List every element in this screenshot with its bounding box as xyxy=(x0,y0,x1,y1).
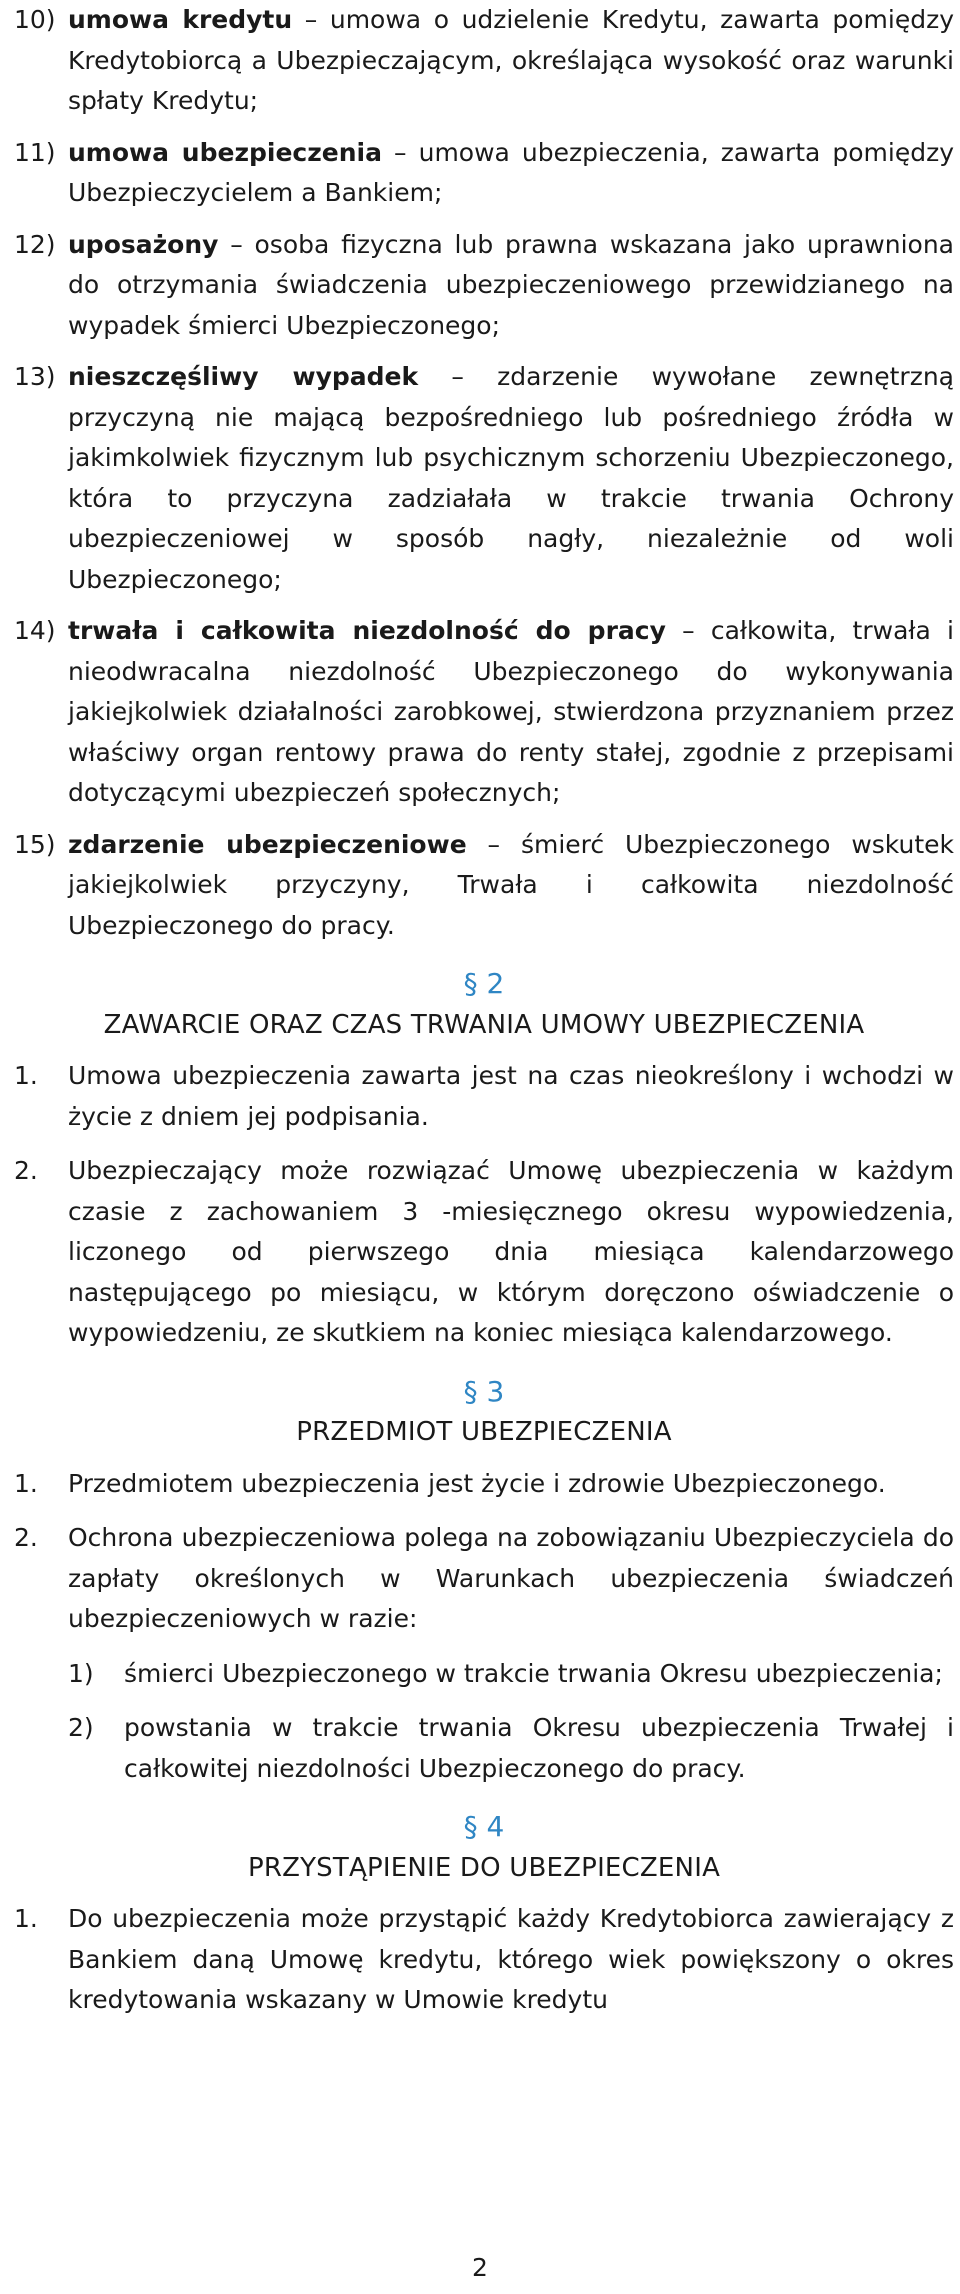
list-item-number: 1) xyxy=(68,1658,94,1688)
definition-text xyxy=(68,825,954,947)
paragraph-text: Ubezpieczający może rozwiązać Umowę ubezpieczenia w każdym czasie z zachowaniem 3 -miesięcznego okresu wypowiedzenia, liczonego od pierwszego dnia miesiąca kalendarzowego następującego po miesiącu, w którym doręczono oświadczenie o wypowiedzeniu, ze skutkiem na koniec miesiąca kalendarzowego. xyxy=(68,1156,954,1347)
definition-text xyxy=(68,225,954,347)
definition-number: 15) xyxy=(14,829,56,859)
definition-term: nieszczęśliwy wypadek xyxy=(68,362,419,391)
paragraph-number: 2. xyxy=(14,1523,38,1552)
definition-text xyxy=(68,133,954,214)
paragraph-item xyxy=(14,1518,954,1640)
paragraph-number: 1. xyxy=(14,1468,38,1498)
definition-term: trwała i całkowita niezdolność do pracy xyxy=(68,616,666,645)
definition-body: – umowa ubezpieczenia, zawarta pomiędzy Ubezpieczycielem a Bankiem; xyxy=(68,137,954,207)
list-item-number: 2) xyxy=(68,1713,94,1742)
section-sign: § 4 xyxy=(463,1810,505,1843)
definition-body: – osoba fizyczna lub prawna wskazana jako uprawniona do otrzymania świadczenia ubezpieczeniowego przewidzianego na wypadek śmierci Ubezpieczonego; xyxy=(68,229,954,340)
section-title: PRZEDMIOT UBEZPIECZENIA xyxy=(296,1417,672,1447)
paragraph-item xyxy=(14,1464,954,1505)
paragraph-number: 1. xyxy=(14,1061,38,1090)
definition-item xyxy=(14,357,954,600)
paragraph-item xyxy=(14,1899,954,2021)
section-title: ZAWARCIE ORAZ CZAS TRWANIA UMOWY UBEZPIECZENIA xyxy=(103,1009,865,1040)
list-item xyxy=(68,1708,954,1789)
paragraph-text: Do ubezpieczenia może przystąpić każdy Kredytobiorca zawierający z Bankiem daną Umowę kredytu, którego wiek powiększony o okres kredytowania wskazany w Umowie kredytu xyxy=(68,1904,954,2014)
definition-item xyxy=(14,611,954,814)
definition-term: umowa ubezpieczenia xyxy=(68,137,382,167)
section-title: PRZYSTĄPIENIE DO UBEZPIECZENIA xyxy=(247,1852,721,1883)
paragraph-text: Umowa ubezpieczenia zawarta jest na czas nieokreślony i wchodzi w życie z dniem jej podpisania. xyxy=(68,1061,954,1131)
paragraph-number: 1. xyxy=(14,1904,38,1933)
paragraph-item xyxy=(14,1056,954,1137)
section-sign: § 3 xyxy=(463,1374,505,1408)
page-number: 2 xyxy=(472,2253,488,2282)
paragraph-item xyxy=(14,1151,954,1354)
definition-body: – zdarzenie wywołane zewnętrzną przyczyną nie mającą bezpośredniego lub pośredniego źródła w jakimkolwiek fizycznym lub psychicznym schorzeniu Ubezpieczonego, która to przyczyna zadziałała w trakcie trwania Ochrony ubezpieczeniowej w sposób nagły, niezależnie od woli Ubezpieczonego; xyxy=(68,362,954,594)
definition-text xyxy=(68,611,954,814)
definition-text xyxy=(68,357,954,600)
definition-term: umowa kredytu xyxy=(68,5,293,34)
paragraph-text: Przedmiotem ubezpieczenia jest życie i zdrowie Ubezpieczonego. xyxy=(68,1468,886,1498)
section-sign: § 2 xyxy=(463,967,505,1000)
list-item xyxy=(68,1654,954,1695)
definition-item xyxy=(14,225,954,347)
definition-number: 12) xyxy=(14,229,56,259)
definition-number: 11) xyxy=(14,137,56,167)
definition-body: – umowa o udzielenie Kredytu, zawarta pomiędzy Kredytobiorcą a Ubezpieczającym, określająca wysokość oraz warunki spłaty Kredytu; xyxy=(68,5,954,115)
definition-number: 14) xyxy=(14,616,56,645)
paragraph-number: 2. xyxy=(14,1156,38,1185)
definition-body: – całkowita, trwała i nieodwracalna niezdolność Ubezpieczonego do wykonywania jakiejkolwiek działalności zarobkowej, stwierdzona przyznaniem przez właściwy organ rentowy prawa do renty stałej, zgodnie z przepisami dotyczącymi ubezpieczeń społecznych; xyxy=(68,616,954,807)
list-item-text: powstania w trakcie trwania Okresu ubezpieczenia Trwałej i całkowitej niezdolności Ubezpieczonego do pracy. xyxy=(124,1713,954,1783)
definition-item xyxy=(14,825,954,947)
list-item-text: śmierci Ubezpieczonego w trakcie trwania Okresu ubezpieczenia; xyxy=(124,1658,943,1688)
definition-body: – śmierć Ubezpieczonego wskutek jakiejkolwiek przyczyny, Trwała i całkowita niezdolność Ubezpieczonego do pracy. xyxy=(68,829,955,940)
paragraph-text: Ochrona ubezpieczeniowa polega na zobowiązaniu Ubezpieczyciela do zapłaty określonych w Warunkach ubezpieczenia świadczeń ubezpieczeniowych w razie: xyxy=(68,1523,954,1633)
definition-number: 10) xyxy=(14,5,56,34)
definition-term: uposażony xyxy=(68,229,219,259)
definition-item xyxy=(14,133,954,214)
document-page xyxy=(14,0,954,2021)
definition-number: 13) xyxy=(14,362,56,391)
definition-text xyxy=(68,0,954,122)
definition-item xyxy=(14,0,954,122)
definition-term: zdarzenie ubezpieczeniowe xyxy=(68,829,467,859)
